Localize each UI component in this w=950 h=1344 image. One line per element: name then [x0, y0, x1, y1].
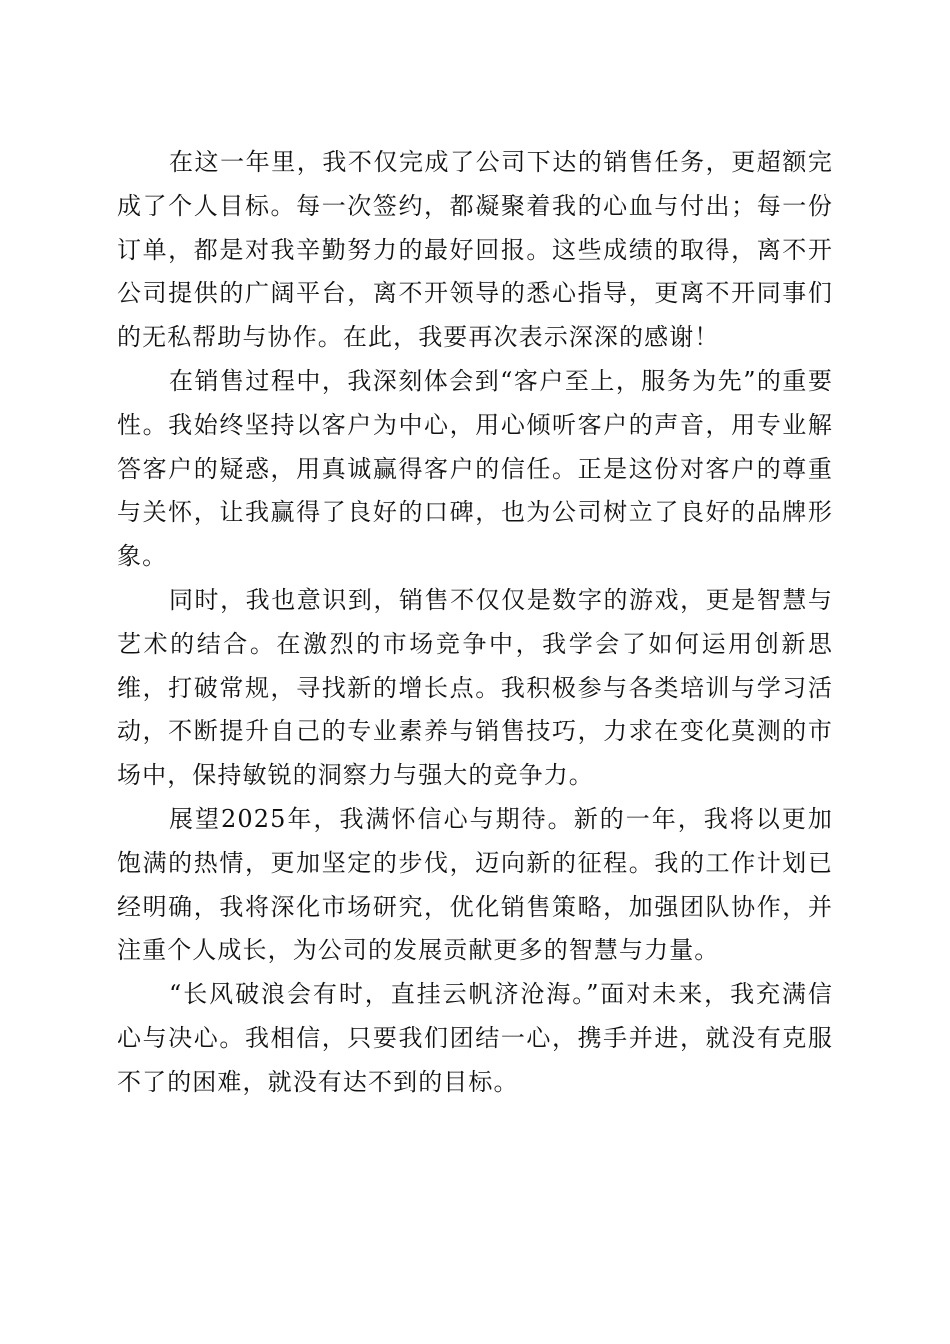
paragraph-customer-service: 在销售过程中，我深刻体会到“客户至上，服务为先”的重要性。我始终坚持以客户为中心，用心倾听客户的声音，用专业解答客户的疑惑，用真诚赢得客户的信任。正是这份对客户的尊重与关怀，让我赢得了良好的口碑，也为公司树立了良好的品牌形象。: [117, 366, 833, 571]
paragraph-closing-quote: “长风破浪会有时，直挂云帆济沧海。”面对未来，我充满信心与决心。我相信，只要我们团结一心，携手并进，就没有克服不了的困难，就没有达不到的目标。: [117, 980, 833, 1096]
paragraph-outlook-2025: 展望2025年，我满怀信心与期待。新的一年，我将以更加饱满的热情，更加坚定的步伐，迈向新的征程。我的工作计划已经明确，我将深化市场研究，优化销售策略，加强团队协作，并注重个人成长，为公司的发展贡献更多的智慧与力量。: [117, 804, 833, 965]
document-body: [117, 141, 833, 1105]
paragraph-achievements: 在这一年里，我不仅完成了公司下达的销售任务，更超额完成了个人目标。每一次签约，都凝聚着我的心血与付出；每一份订单，都是对我辛勤努力的最好回报。这些成绩的取得，离不开公司提供的广阔平台，离不开领导的悉心指导，更离不开同事们的无私帮助与协作。在此，我要再次表示深深的感谢！: [117, 148, 833, 352]
paragraph-sales-wisdom: 同时，我也意识到，销售不仅仅是数字的游戏，更是智慧与艺术的结合。在激烈的市场竞争中，我学会了如何运用创新思维，打破常规，寻找新的增长点。我积极参与各类培训与学习活动，不断提升自己的专业素养与销售技巧，力求在变化莫测的市场中，保持敏锐的洞察力与强大的竞争力。: [117, 585, 833, 790]
